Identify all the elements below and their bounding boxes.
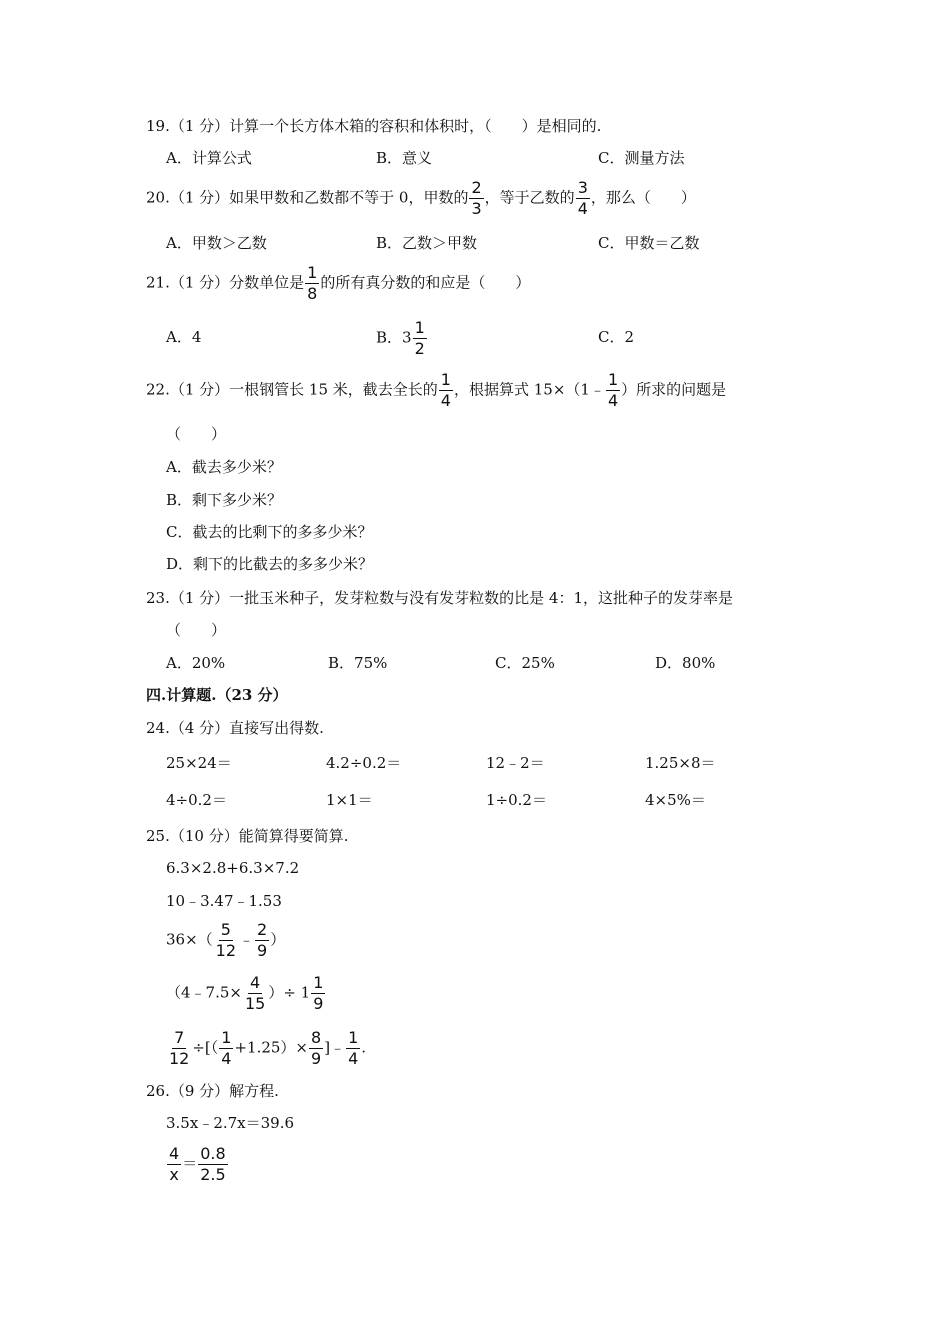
denominator: 4 bbox=[348, 1049, 359, 1068]
expr-text: （4﹣7.5× bbox=[166, 983, 242, 1002]
question-23-option-a: A．20% bbox=[166, 654, 226, 672]
question-21-option-b bbox=[376, 320, 428, 357]
denominator: 4 bbox=[221, 1049, 232, 1068]
question-24-stem: 24.（4 分）直接写出得数. bbox=[146, 719, 324, 737]
fraction bbox=[214, 922, 238, 959]
numerator: 1 bbox=[607, 370, 619, 389]
expr-text: 36×（ bbox=[166, 930, 213, 949]
expr-text: ÷[（ bbox=[192, 1038, 219, 1057]
question-20-option-a: A．甲数＞乙数 bbox=[166, 234, 267, 252]
stem-text: 20.（1 分）如果甲数和乙数都不等于 0，甲数的 bbox=[146, 188, 469, 207]
expr-text: +1.25）× bbox=[234, 1038, 309, 1057]
fraction bbox=[311, 975, 325, 1012]
numerator: 1 bbox=[414, 318, 425, 337]
question-22-answer-paren: （ ） bbox=[166, 425, 227, 443]
numerator: 1 bbox=[348, 1028, 359, 1047]
calc-item: 4÷0.2＝ bbox=[166, 791, 227, 809]
question-20-stem bbox=[146, 180, 696, 217]
question-22-option-b: B．剩下多少米？ bbox=[166, 491, 283, 509]
question-22-option-d: D．剩下的比截去的多多少米？ bbox=[166, 555, 374, 573]
question-22-option-c: C．截去的比剩下的多多少米？ bbox=[166, 523, 373, 541]
fraction bbox=[576, 180, 590, 217]
calc-item: 1.25×8＝ bbox=[645, 754, 716, 772]
stem-text: ，等于乙数的 bbox=[484, 188, 575, 207]
question-22-option-a: A．截去多少米？ bbox=[166, 458, 282, 476]
numerator: 1 bbox=[307, 263, 318, 282]
option-label: B．3 bbox=[376, 328, 412, 347]
stem-text: 的所有真分数的和应是（ ） bbox=[320, 273, 531, 292]
numerator: 7 bbox=[174, 1028, 185, 1047]
numerator: 1 bbox=[440, 370, 451, 389]
numerator: 4 bbox=[250, 973, 261, 992]
denominator: 12 bbox=[169, 1049, 190, 1068]
question-23-option-b: B．75% bbox=[328, 654, 388, 672]
question-19-option-a: A．计算公式 bbox=[166, 149, 252, 167]
denominator: 9 bbox=[311, 1049, 322, 1068]
fraction bbox=[413, 320, 427, 357]
numerator: 8 bbox=[311, 1028, 322, 1047]
denominator: 15 bbox=[244, 994, 266, 1013]
fraction bbox=[167, 1030, 191, 1067]
fraction bbox=[255, 922, 269, 959]
question-21-option-a: A．4 bbox=[166, 328, 202, 346]
question-20-option-c: C．甲数＝乙数 bbox=[598, 234, 700, 252]
calc-item: 12﹣2＝ bbox=[486, 754, 545, 772]
question-23-option-c: C．25% bbox=[495, 654, 555, 672]
numerator: 5 bbox=[220, 920, 231, 939]
question-23-option-d: D．80% bbox=[655, 654, 716, 672]
question-22-stem bbox=[146, 372, 726, 409]
question-25-stem: 25.（10 分）能简算得要简算. bbox=[146, 827, 349, 845]
fraction bbox=[606, 372, 620, 409]
calc-item: 4.2÷0.2＝ bbox=[326, 754, 402, 772]
denominator: 2.5 bbox=[200, 1165, 226, 1184]
denominator: 4 bbox=[577, 199, 588, 218]
denominator: 12 bbox=[215, 941, 237, 960]
question-19-option-c: C．测量方法 bbox=[598, 149, 685, 167]
question-23-answer-paren: （ ） bbox=[166, 621, 227, 639]
equation-2 bbox=[166, 1146, 229, 1183]
numerator: 1 bbox=[221, 1028, 232, 1047]
expression-1: 6.3×2.8+6.3×7.2 bbox=[166, 859, 300, 877]
numerator: 1 bbox=[313, 973, 324, 992]
stem-text: ，根据算式 15×（1﹣ bbox=[453, 380, 605, 399]
denominator: 9 bbox=[313, 994, 324, 1013]
calc-item: 25×24＝ bbox=[166, 754, 232, 772]
denominator: 9 bbox=[257, 941, 268, 960]
expr-text: ） bbox=[270, 930, 286, 949]
calc-item: 4×5%＝ bbox=[645, 791, 706, 809]
fraction bbox=[346, 1030, 360, 1067]
stem-text: 22.（1 分）一根钢管长 15 米，截去全长的 bbox=[146, 380, 438, 399]
stem-text: ）所求的问题是 bbox=[621, 380, 727, 399]
expression-4 bbox=[166, 975, 326, 1012]
stem-text: 21.（1 分）分数单位是 bbox=[146, 273, 305, 292]
denominator: 4 bbox=[440, 391, 451, 410]
fraction bbox=[219, 1030, 233, 1067]
expression-2: 10﹣3.47﹣1.53 bbox=[166, 892, 282, 910]
fraction bbox=[309, 1030, 323, 1067]
denominator: 8 bbox=[307, 284, 318, 303]
denominator: 3 bbox=[471, 199, 482, 218]
question-19-stem: 19.（1 分）计算一个长方体木箱的容积和体积时，（ ）是相同的. bbox=[146, 117, 602, 135]
numerator: 4 bbox=[169, 1144, 180, 1163]
numerator: 2 bbox=[471, 178, 482, 197]
fraction bbox=[469, 180, 483, 217]
stem-text: ，那么（ ） bbox=[590, 188, 696, 207]
fraction bbox=[305, 265, 319, 302]
numerator: 3 bbox=[577, 178, 588, 197]
question-20-option-b: B．乙数＞甲数 bbox=[376, 234, 478, 252]
equation-1: 3.5x﹣2.7x＝39.6 bbox=[166, 1114, 295, 1132]
fraction bbox=[167, 1146, 181, 1183]
section-heading: 四.计算题.（23 分） bbox=[146, 686, 288, 704]
expression-5 bbox=[166, 1030, 366, 1067]
fraction bbox=[243, 975, 267, 1012]
denominator: x bbox=[169, 1165, 179, 1184]
expr-text: ﹣ bbox=[239, 930, 255, 949]
question-21-option-c: C．2 bbox=[598, 328, 635, 346]
expr-text: . bbox=[361, 1038, 367, 1057]
expression-3 bbox=[166, 922, 285, 959]
numerator: 2 bbox=[257, 920, 268, 939]
question-26-stem: 26.（9 分）解方程. bbox=[146, 1082, 279, 1100]
denominator: 4 bbox=[607, 391, 619, 410]
fraction bbox=[198, 1146, 227, 1183]
expr-text: ]﹣ bbox=[324, 1038, 346, 1057]
question-23-stem: 23.（1 分）一批玉米种子，发芽粒数与没有发芽粒数的比是 4：1，这批种子的发芽率是 bbox=[146, 589, 734, 607]
question-19-option-b: B．意义 bbox=[376, 149, 433, 167]
denominator: 2 bbox=[414, 339, 425, 358]
question-21-stem bbox=[146, 265, 530, 302]
expr-text: ＝ bbox=[182, 1154, 198, 1173]
calc-item: 1×1＝ bbox=[326, 791, 373, 809]
calc-item: 1÷0.2＝ bbox=[486, 791, 547, 809]
expr-text: ）÷ 1 bbox=[268, 983, 311, 1002]
fraction bbox=[439, 372, 453, 409]
numerator: 0.8 bbox=[200, 1144, 226, 1163]
